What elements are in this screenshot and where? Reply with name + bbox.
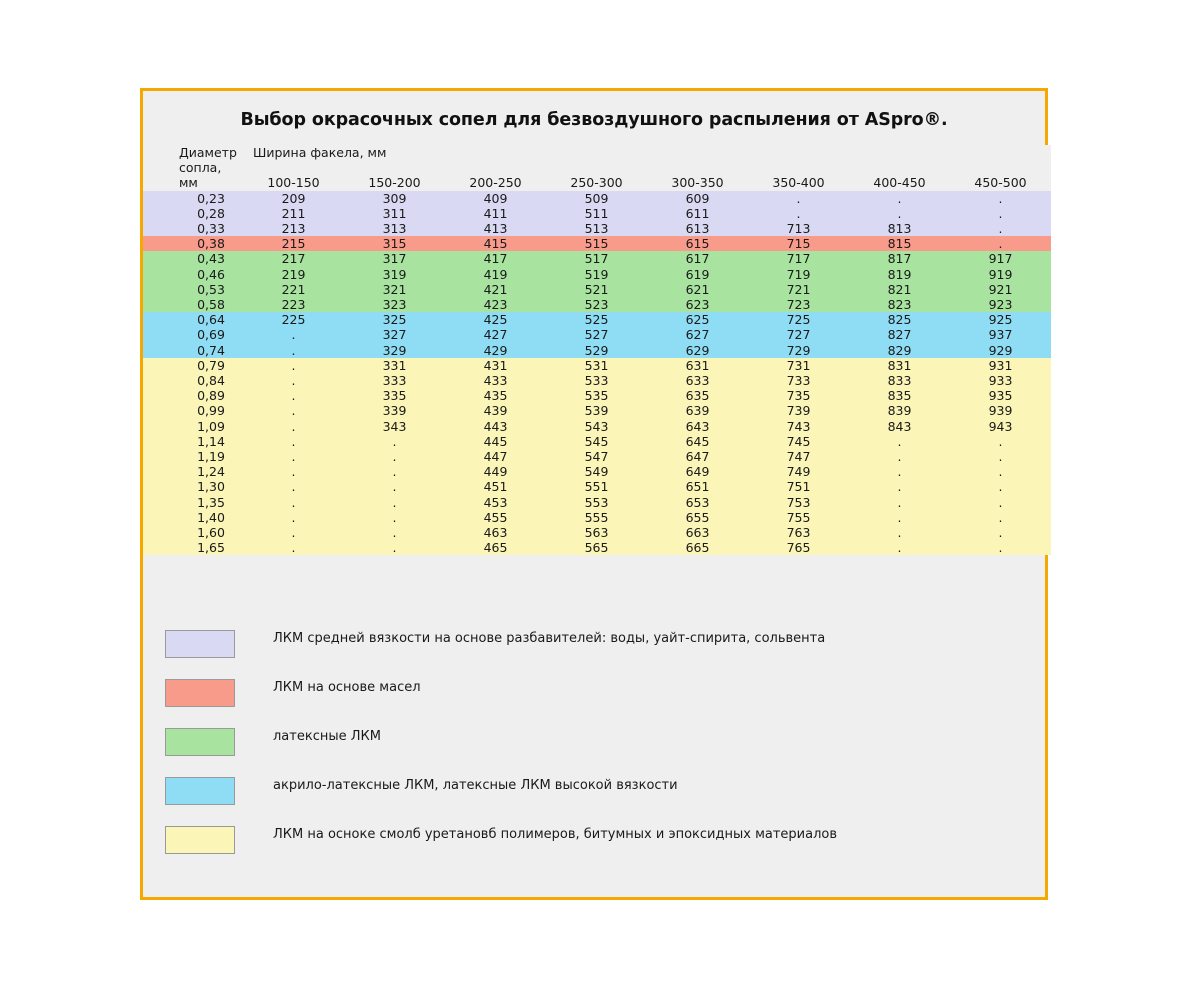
table-row xyxy=(143,495,1051,510)
nozzle-code-cell: . xyxy=(950,434,1051,449)
nozzle-code-cell: 221 xyxy=(243,282,344,297)
nozzle-code-cell: 527 xyxy=(546,327,647,342)
nozzle-code-cell: 543 xyxy=(546,419,647,434)
nozzle-code-cell: 213 xyxy=(243,221,344,236)
nozzle-code-cell: 413 xyxy=(445,221,546,236)
nozzle-diameter-cell: 0,64 xyxy=(143,312,243,327)
nozzle-code-cell: 429 xyxy=(445,343,546,358)
nozzle-code-cell: . xyxy=(849,206,950,221)
nozzle-code-cell: 535 xyxy=(546,388,647,403)
nozzle-code-cell: 665 xyxy=(647,540,748,555)
column-header-300-350: 300-350 xyxy=(647,175,748,190)
nozzle-code-cell: 525 xyxy=(546,312,647,327)
nozzle-code-cell: 655 xyxy=(647,510,748,525)
nozzle-code-cell: 829 xyxy=(849,343,950,358)
page-title: Выбор окрасочных сопел для безвоздушного распыления от ASpro®. xyxy=(240,110,948,130)
nozzle-code-cell: . xyxy=(344,449,445,464)
nozzle-code-cell: 517 xyxy=(546,251,647,266)
legend-color-swatch xyxy=(165,679,235,707)
nozzle-code-cell: 825 xyxy=(849,312,950,327)
nozzle-code-cell: 753 xyxy=(748,495,849,510)
nozzle-code-cell: . xyxy=(849,510,950,525)
nozzle-table xyxy=(143,145,1051,555)
nozzle-code-cell: . xyxy=(243,479,344,494)
table-row xyxy=(143,206,1051,221)
table-row xyxy=(143,479,1051,494)
nozzle-code-cell: . xyxy=(243,449,344,464)
nozzle-code-cell: . xyxy=(849,449,950,464)
nozzle-code-cell: 917 xyxy=(950,251,1051,266)
nozzle-code-cell: 311 xyxy=(344,206,445,221)
nozzle-code-cell: 713 xyxy=(748,221,849,236)
header-row-3 xyxy=(143,175,1051,190)
nozzle-code-cell: 633 xyxy=(647,373,748,388)
nozzle-code-cell: 509 xyxy=(546,191,647,206)
nozzle-code-cell: 321 xyxy=(344,282,445,297)
table-row xyxy=(143,297,1051,312)
nozzle-diameter-cell: 0,43 xyxy=(143,251,243,266)
nozzle-code-cell: 453 xyxy=(445,495,546,510)
nozzle-code-cell: . xyxy=(950,236,1051,251)
legend-color-swatch xyxy=(165,728,235,756)
nozzle-code-cell: . xyxy=(950,449,1051,464)
nozzle-code-cell: 755 xyxy=(748,510,849,525)
nozzle-code-cell: 721 xyxy=(748,282,849,297)
nozzle-code-cell: 409 xyxy=(445,191,546,206)
table-row xyxy=(143,327,1051,342)
nozzle-diameter-cell: 0,79 xyxy=(143,358,243,373)
nozzle-code-cell: 751 xyxy=(748,479,849,494)
nozzle-code-cell: 653 xyxy=(647,495,748,510)
nozzle-code-cell: 923 xyxy=(950,297,1051,312)
nozzle-code-cell: 725 xyxy=(748,312,849,327)
nozzle-code-cell: . xyxy=(849,525,950,540)
nozzle-diameter-cell: 0,23 xyxy=(143,191,243,206)
legend-item xyxy=(143,678,1045,707)
nozzle-code-cell: . xyxy=(849,434,950,449)
nozzle-code-cell: 315 xyxy=(344,236,445,251)
table-row xyxy=(143,312,1051,327)
nozzle-code-cell: 933 xyxy=(950,373,1051,388)
legend-label: латексные ЛКМ xyxy=(273,729,381,744)
nozzle-code-cell: 839 xyxy=(849,403,950,418)
nozzle-code-cell: . xyxy=(950,464,1051,479)
nozzle-code-cell: 465 xyxy=(445,540,546,555)
legend xyxy=(143,629,1045,874)
nozzle-code-cell: 433 xyxy=(445,373,546,388)
nozzle-code-cell: 447 xyxy=(445,449,546,464)
nozzle-code-cell: 731 xyxy=(748,358,849,373)
nozzle-code-cell: 333 xyxy=(344,373,445,388)
legend-item xyxy=(143,825,1045,854)
legend-item xyxy=(143,629,1045,658)
nozzle-code-cell: 821 xyxy=(849,282,950,297)
table-row xyxy=(143,191,1051,206)
nozzle-code-cell: . xyxy=(243,388,344,403)
nozzle-diameter-cell: 0,69 xyxy=(143,327,243,342)
diameter-header-line-2: сопла, xyxy=(143,160,243,175)
nozzle-code-cell: 335 xyxy=(344,388,445,403)
nozzle-code-cell: 325 xyxy=(344,312,445,327)
nozzle-code-cell: 463 xyxy=(445,525,546,540)
nozzle-code-cell: . xyxy=(243,434,344,449)
nozzle-code-cell: . xyxy=(849,191,950,206)
nozzle-code-cell: 609 xyxy=(647,191,748,206)
nozzle-code-cell: 623 xyxy=(647,297,748,312)
nozzle-code-cell: 451 xyxy=(445,479,546,494)
nozzle-code-cell: 649 xyxy=(647,464,748,479)
fan-width-header: Ширина факела, мм xyxy=(243,145,1051,160)
nozzle-code-cell: 423 xyxy=(445,297,546,312)
nozzle-code-cell: 823 xyxy=(849,297,950,312)
nozzle-code-cell: . xyxy=(950,479,1051,494)
nozzle-code-cell: 455 xyxy=(445,510,546,525)
nozzle-code-cell: . xyxy=(849,479,950,494)
nozzle-code-cell: 343 xyxy=(344,419,445,434)
nozzle-code-cell: . xyxy=(344,525,445,540)
nozzle-code-cell: 523 xyxy=(546,297,647,312)
nozzle-code-cell: 519 xyxy=(546,267,647,282)
table-row xyxy=(143,419,1051,434)
nozzle-code-cell: 565 xyxy=(546,540,647,555)
nozzle-code-cell: . xyxy=(243,525,344,540)
nozzle-code-cell: . xyxy=(243,540,344,555)
nozzle-code-cell: 935 xyxy=(950,388,1051,403)
nozzle-code-cell: . xyxy=(950,510,1051,525)
nozzle-code-cell: 929 xyxy=(950,343,1051,358)
nozzle-code-cell: . xyxy=(243,510,344,525)
nozzle-diameter-cell: 1,35 xyxy=(143,495,243,510)
nozzle-code-cell: 419 xyxy=(445,267,546,282)
nozzle-code-cell: . xyxy=(344,540,445,555)
nozzle-code-cell: 645 xyxy=(647,434,748,449)
nozzle-code-cell: . xyxy=(344,495,445,510)
nozzle-code-cell: 747 xyxy=(748,449,849,464)
nozzle-code-cell: 745 xyxy=(748,434,849,449)
nozzle-code-cell: . xyxy=(243,373,344,388)
nozzle-diameter-cell: 1,40 xyxy=(143,510,243,525)
nozzle-code-cell: 765 xyxy=(748,540,849,555)
nozzle-diameter-cell: 0,33 xyxy=(143,221,243,236)
table-row xyxy=(143,373,1051,388)
nozzle-code-cell: 211 xyxy=(243,206,344,221)
nozzle-code-cell: 831 xyxy=(849,358,950,373)
nozzle-code-cell: 415 xyxy=(445,236,546,251)
nozzle-code-cell: 749 xyxy=(748,464,849,479)
nozzle-code-cell: 729 xyxy=(748,343,849,358)
nozzle-code-cell: 843 xyxy=(849,419,950,434)
nozzle-code-cell: 215 xyxy=(243,236,344,251)
nozzle-code-cell: 545 xyxy=(546,434,647,449)
nozzle-code-cell: 651 xyxy=(647,479,748,494)
nozzle-code-cell: . xyxy=(950,525,1051,540)
nozzle-code-cell: 329 xyxy=(344,343,445,358)
nozzle-code-cell: 631 xyxy=(647,358,748,373)
nozzle-code-cell: 563 xyxy=(546,525,647,540)
nozzle-code-cell: 835 xyxy=(849,388,950,403)
nozzle-code-cell: 223 xyxy=(243,297,344,312)
nozzle-code-cell: 727 xyxy=(748,327,849,342)
nozzle-code-cell: 219 xyxy=(243,267,344,282)
table-row xyxy=(143,388,1051,403)
nozzle-code-cell: 549 xyxy=(546,464,647,479)
nozzle-diameter-cell: 0,58 xyxy=(143,297,243,312)
nozzle-code-cell: . xyxy=(950,495,1051,510)
nozzle-code-cell: . xyxy=(849,540,950,555)
nozzle-code-cell: 327 xyxy=(344,327,445,342)
nozzle-code-cell: . xyxy=(748,191,849,206)
nozzle-code-cell: 539 xyxy=(546,403,647,418)
nozzle-code-cell: 551 xyxy=(546,479,647,494)
legend-label: ЛКМ на основе масел xyxy=(273,680,421,695)
nozzle-code-cell: 417 xyxy=(445,251,546,266)
nozzle-selection-card xyxy=(140,88,1048,900)
nozzle-diameter-cell: 1,19 xyxy=(143,449,243,464)
table-row xyxy=(143,403,1051,418)
nozzle-code-cell: . xyxy=(243,495,344,510)
nozzle-code-cell: 827 xyxy=(849,327,950,342)
nozzle-code-cell: 615 xyxy=(647,236,748,251)
nozzle-code-cell: 313 xyxy=(344,221,445,236)
nozzle-code-cell: 715 xyxy=(748,236,849,251)
nozzle-code-cell: 443 xyxy=(445,419,546,434)
nozzle-code-cell: 943 xyxy=(950,419,1051,434)
header-spacer xyxy=(243,160,1051,175)
column-header-200-250: 200-250 xyxy=(445,175,546,190)
nozzle-code-cell: . xyxy=(849,495,950,510)
nozzle-code-cell: 427 xyxy=(445,327,546,342)
nozzle-code-cell: 521 xyxy=(546,282,647,297)
table-row xyxy=(143,464,1051,479)
table-row xyxy=(143,449,1051,464)
table-row xyxy=(143,267,1051,282)
nozzle-code-cell: . xyxy=(950,206,1051,221)
nozzle-code-cell: 723 xyxy=(748,297,849,312)
nozzle-code-cell: . xyxy=(243,464,344,479)
nozzle-code-cell: 717 xyxy=(748,251,849,266)
nozzle-code-cell: 611 xyxy=(647,206,748,221)
nozzle-code-cell: 635 xyxy=(647,388,748,403)
nozzle-code-cell: 513 xyxy=(546,221,647,236)
nozzle-code-cell: 319 xyxy=(344,267,445,282)
nozzle-code-cell: 425 xyxy=(445,312,546,327)
nozzle-code-cell: 627 xyxy=(647,327,748,342)
legend-label: ЛКМ средней вязкости на основе разбавителей: воды, уайт-спирита, сольвента xyxy=(273,631,826,646)
header-row-1 xyxy=(143,145,1051,160)
nozzle-code-cell: 431 xyxy=(445,358,546,373)
table-row xyxy=(143,434,1051,449)
column-header-400-450: 400-450 xyxy=(849,175,950,190)
nozzle-code-cell: 647 xyxy=(647,449,748,464)
nozzle-code-cell: 937 xyxy=(950,327,1051,342)
nozzle-code-cell: 621 xyxy=(647,282,748,297)
nozzle-code-cell: . xyxy=(748,206,849,221)
legend-color-swatch xyxy=(165,826,235,854)
nozzle-table-body xyxy=(143,191,1051,556)
nozzle-code-cell: 739 xyxy=(748,403,849,418)
nozzle-code-cell: 421 xyxy=(445,282,546,297)
nozzle-diameter-cell: 1,24 xyxy=(143,464,243,479)
nozzle-code-cell: 531 xyxy=(546,358,647,373)
table-head-block xyxy=(143,145,1051,191)
legend-item xyxy=(143,727,1045,756)
table-row xyxy=(143,510,1051,525)
column-header-250-300: 250-300 xyxy=(546,175,647,190)
nozzle-code-cell: . xyxy=(344,464,445,479)
nozzle-code-cell: 813 xyxy=(849,221,950,236)
nozzle-code-cell: 317 xyxy=(344,251,445,266)
diameter-header-line-1: Диаметр xyxy=(143,145,243,160)
nozzle-code-cell: . xyxy=(344,510,445,525)
legend-label: ЛКМ на осноке смолб уретановб полимеров, битумных и эпоксидных материалов xyxy=(273,827,838,842)
legend-label: акрило-латексные ЛКМ, латексные ЛКМ высокой вязкости xyxy=(273,778,678,793)
nozzle-code-cell: 763 xyxy=(748,525,849,540)
nozzle-diameter-cell: 0,53 xyxy=(143,282,243,297)
nozzle-code-cell: 449 xyxy=(445,464,546,479)
nozzle-code-cell: 931 xyxy=(950,358,1051,373)
nozzle-code-cell: 323 xyxy=(344,297,445,312)
legend-item xyxy=(143,776,1045,805)
nozzle-code-cell: 643 xyxy=(647,419,748,434)
nozzle-code-cell: . xyxy=(243,327,344,342)
nozzle-code-cell: . xyxy=(344,434,445,449)
nozzle-code-cell: . xyxy=(344,479,445,494)
nozzle-code-cell: 553 xyxy=(546,495,647,510)
nozzle-code-cell: 339 xyxy=(344,403,445,418)
nozzle-diameter-cell: 1,30 xyxy=(143,479,243,494)
nozzle-code-cell: 817 xyxy=(849,251,950,266)
nozzle-code-cell: 411 xyxy=(445,206,546,221)
nozzle-code-cell: 819 xyxy=(849,267,950,282)
table-row xyxy=(143,343,1051,358)
table-row xyxy=(143,525,1051,540)
table-row xyxy=(143,221,1051,236)
diameter-header-line-3: мм xyxy=(143,175,243,190)
column-header-150-200: 150-200 xyxy=(344,175,445,190)
table-row xyxy=(143,540,1051,555)
nozzle-code-cell: . xyxy=(950,221,1051,236)
nozzle-code-cell: 225 xyxy=(243,312,344,327)
nozzle-diameter-cell: 1,60 xyxy=(143,525,243,540)
nozzle-code-cell: 555 xyxy=(546,510,647,525)
nozzle-code-cell: 435 xyxy=(445,388,546,403)
nozzle-code-cell: 735 xyxy=(748,388,849,403)
nozzle-code-cell: . xyxy=(243,419,344,434)
nozzle-code-cell: 925 xyxy=(950,312,1051,327)
nozzle-diameter-cell: 0,99 xyxy=(143,403,243,418)
nozzle-diameter-cell: 0,38 xyxy=(143,236,243,251)
nozzle-code-cell: 719 xyxy=(748,267,849,282)
nozzle-code-cell: 331 xyxy=(344,358,445,373)
nozzle-diameter-cell: 0,74 xyxy=(143,343,243,358)
nozzle-code-cell: 639 xyxy=(647,403,748,418)
nozzle-code-cell: 515 xyxy=(546,236,647,251)
nozzle-diameter-cell: 0,46 xyxy=(143,267,243,282)
legend-color-swatch xyxy=(165,630,235,658)
nozzle-code-cell: 547 xyxy=(546,449,647,464)
nozzle-code-cell: 743 xyxy=(748,419,849,434)
table-row xyxy=(143,251,1051,266)
nozzle-code-cell: 445 xyxy=(445,434,546,449)
nozzle-code-cell: 625 xyxy=(647,312,748,327)
nozzle-code-cell: 733 xyxy=(748,373,849,388)
nozzle-code-cell: 533 xyxy=(546,373,647,388)
nozzle-code-cell: 663 xyxy=(647,525,748,540)
nozzle-code-cell: 617 xyxy=(647,251,748,266)
nozzle-code-cell: 439 xyxy=(445,403,546,418)
nozzle-code-cell: 511 xyxy=(546,206,647,221)
nozzle-code-cell: . xyxy=(849,464,950,479)
nozzle-diameter-cell: 0,89 xyxy=(143,388,243,403)
column-header-450-500: 450-500 xyxy=(950,175,1051,190)
nozzle-diameter-cell: 1,09 xyxy=(143,419,243,434)
nozzle-diameter-cell: 0,28 xyxy=(143,206,243,221)
nozzle-code-cell: 619 xyxy=(647,267,748,282)
nozzle-table-wrapper xyxy=(143,145,1045,555)
nozzle-code-cell: . xyxy=(243,358,344,373)
nozzle-diameter-cell: 1,14 xyxy=(143,434,243,449)
nozzle-code-cell: 833 xyxy=(849,373,950,388)
table-row xyxy=(143,236,1051,251)
column-header-100-150: 100-150 xyxy=(243,175,344,190)
legend-color-swatch xyxy=(165,777,235,805)
nozzle-code-cell: 529 xyxy=(546,343,647,358)
nozzle-code-cell: 209 xyxy=(243,191,344,206)
table-row xyxy=(143,282,1051,297)
column-header-350-400: 350-400 xyxy=(748,175,849,190)
table-row xyxy=(143,358,1051,373)
header-row-2 xyxy=(143,160,1051,175)
nozzle-code-cell: 613 xyxy=(647,221,748,236)
nozzle-diameter-cell: 0,84 xyxy=(143,373,243,388)
nozzle-code-cell: 815 xyxy=(849,236,950,251)
nozzle-code-cell: 629 xyxy=(647,343,748,358)
nozzle-diameter-cell: 1,65 xyxy=(143,540,243,555)
nozzle-code-cell: 309 xyxy=(344,191,445,206)
nozzle-code-cell: 217 xyxy=(243,251,344,266)
nozzle-code-cell: . xyxy=(950,540,1051,555)
nozzle-code-cell: 921 xyxy=(950,282,1051,297)
nozzle-code-cell: 939 xyxy=(950,403,1051,418)
nozzle-code-cell: . xyxy=(243,403,344,418)
nozzle-code-cell: . xyxy=(243,343,344,358)
nozzle-code-cell: . xyxy=(950,191,1051,206)
nozzle-code-cell: 919 xyxy=(950,267,1051,282)
